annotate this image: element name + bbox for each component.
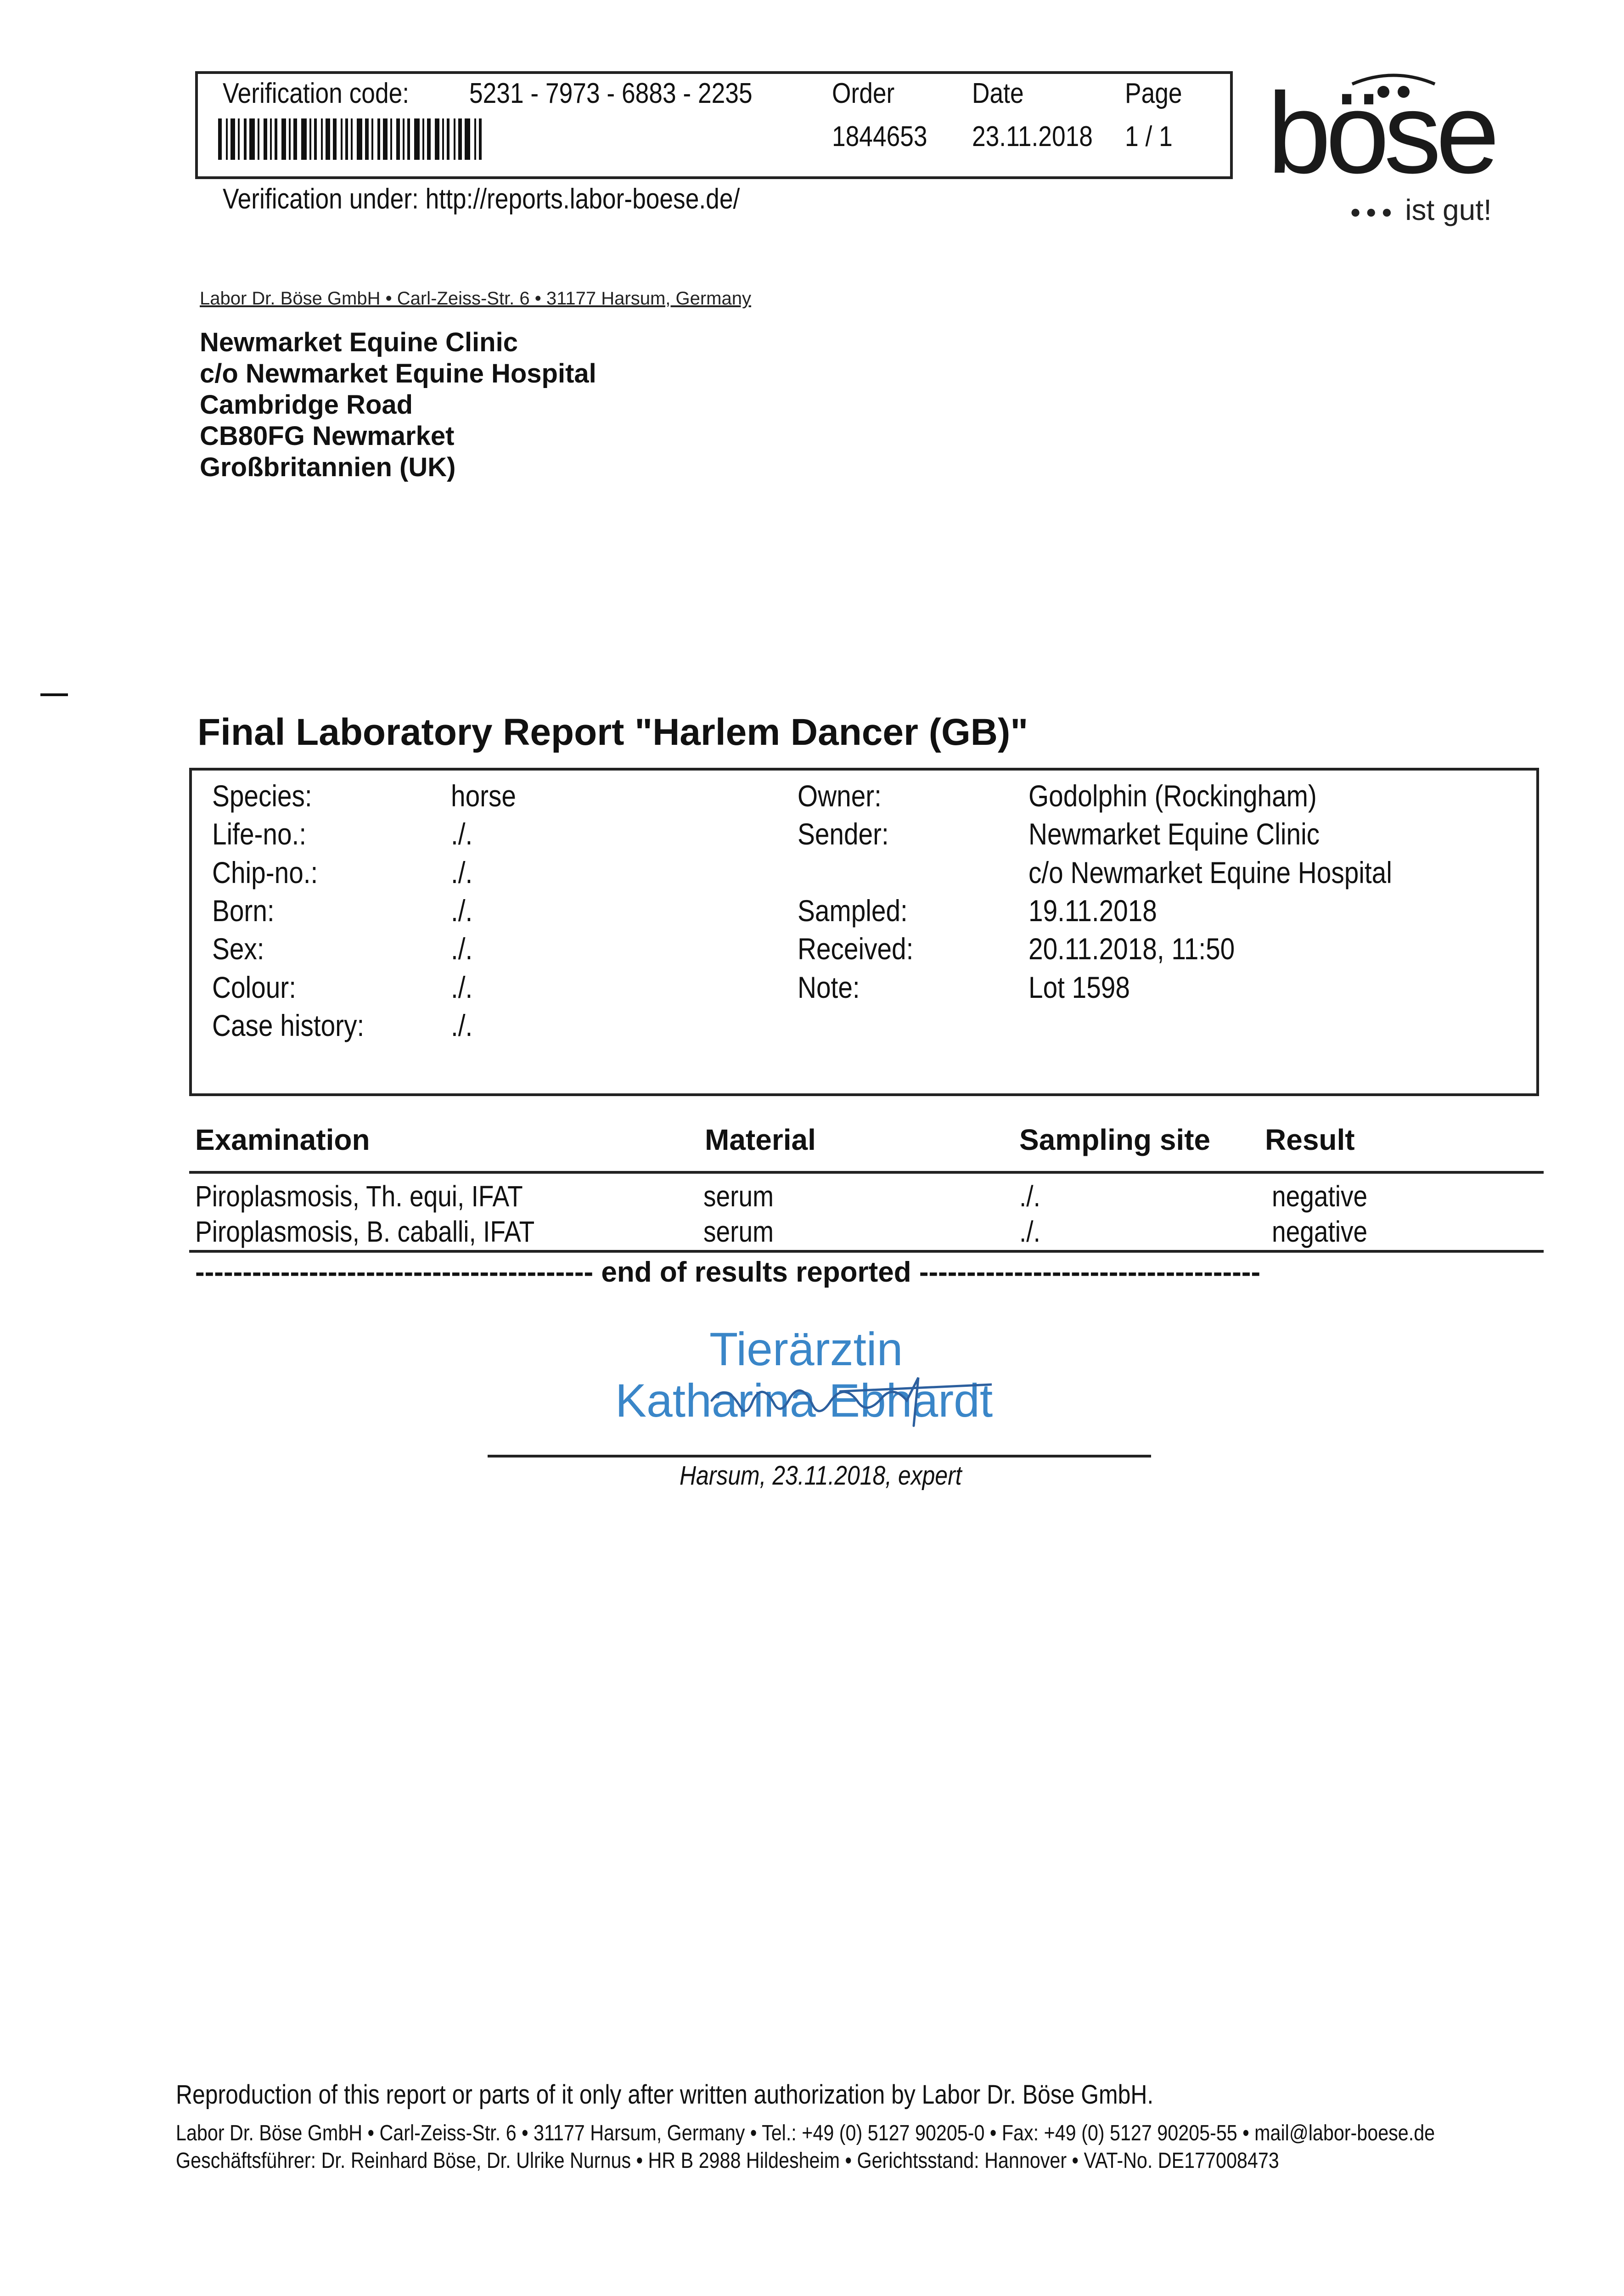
barcode-bar xyxy=(244,118,247,160)
barcode-bar xyxy=(275,118,277,160)
barcode-bar xyxy=(371,118,373,160)
report-date: 23.11.2018 xyxy=(972,121,1093,152)
tagline-dots-icon: ●●● xyxy=(1350,202,1397,222)
table-bottom-rule xyxy=(189,1250,1544,1253)
barcode-bar xyxy=(377,118,380,160)
owner-label: Owner: xyxy=(798,779,882,813)
footer-legal-info: Geschäftsführer: Dr. Reinhard Böse, Dr. Ulrike Nurnus • HR B 2988 Hildesheim • Gerichtsstand: Hannover • VAT-No. DE177008473 xyxy=(176,2149,1279,2173)
barcode-bar xyxy=(293,118,297,160)
barcode-bar xyxy=(226,118,228,160)
barcode-bar xyxy=(454,118,455,160)
barcode-bar xyxy=(407,118,410,160)
sender-value-line2: c/o Newmarket Equine Hospital xyxy=(1028,855,1392,889)
received-value: 20.11.2018, 11:50 xyxy=(1028,932,1235,966)
boese-logo xyxy=(1267,71,1543,227)
barcode-bar xyxy=(258,118,259,160)
barcode-bar xyxy=(238,118,240,160)
sampled-label: Sampled: xyxy=(798,894,908,928)
species-label: Species: xyxy=(212,779,312,813)
sex-value: ./. xyxy=(451,932,473,966)
life-no-label: Life-no.: xyxy=(212,817,307,851)
table-row-examination: Piroplasmosis, Th. equi, IFAT xyxy=(195,1180,523,1213)
signature-caption: Harsum, 23.11.2018, expert xyxy=(680,1461,962,1491)
barcode-bar xyxy=(383,118,388,160)
note-value: Lot 1598 xyxy=(1028,970,1130,1004)
barcode-bar xyxy=(351,118,353,160)
table-row-site: ./. xyxy=(1019,1180,1040,1213)
verification-url[interactable]: Verification under: http://reports.labor-boese.de/ xyxy=(223,183,740,215)
case-history-value: ./. xyxy=(451,1008,473,1042)
table-row-examination: Piroplasmosis, B. caballi, IFAT xyxy=(195,1215,535,1248)
sampled-value: 19.11.2018 xyxy=(1028,894,1157,928)
barcode-bar xyxy=(390,118,392,160)
order-label: Order xyxy=(832,78,895,109)
barcode-bar xyxy=(479,118,482,160)
table-row-result: negative xyxy=(1272,1215,1368,1248)
logo-wordmark: böse xyxy=(1267,69,1495,197)
barcode-bar xyxy=(345,118,348,160)
colour-value: ./. xyxy=(451,970,473,1004)
barcode-bar xyxy=(341,118,343,160)
sender-label: Sender: xyxy=(798,817,889,851)
recipient-line: c/o Newmarket Equine Hospital xyxy=(200,359,596,388)
barcode-bar xyxy=(414,118,420,160)
barcode-bar xyxy=(309,118,311,160)
column-header-examination: Examination xyxy=(195,1123,370,1156)
stamp-name: Katharina Ebhardt xyxy=(615,1374,993,1427)
recipient-line: Cambridge Road xyxy=(200,390,413,420)
barcode-bar xyxy=(365,118,369,160)
barcode-bar xyxy=(403,118,405,160)
report-title: Final Laboratory Report "Harlem Dancer (GB)" xyxy=(197,711,1028,753)
signature-line xyxy=(488,1455,1151,1458)
page-label: Page xyxy=(1125,78,1182,109)
case-history-label: Case history: xyxy=(212,1008,365,1042)
note-label: Note: xyxy=(798,970,860,1004)
sender-return-address: Labor Dr. Böse GmbH • Carl-Zeiss-Str. 6 • 31177 Harsum, Germany xyxy=(200,288,751,309)
chip-no-value: ./. xyxy=(451,855,473,889)
page-number: 1 / 1 xyxy=(1125,121,1173,152)
owner-value: Godolphin (Rockingham) xyxy=(1028,779,1317,813)
table-header-rule xyxy=(189,1171,1544,1174)
barcode-bar xyxy=(427,118,431,160)
barcode-bar xyxy=(357,118,362,160)
barcode-bar xyxy=(321,118,323,160)
sex-label: Sex: xyxy=(212,932,264,966)
born-label: Born: xyxy=(212,894,275,928)
barcode-bar xyxy=(249,118,255,160)
table-row-result: negative xyxy=(1272,1180,1368,1213)
colour-label: Colour: xyxy=(212,970,296,1004)
species-value: horse xyxy=(451,779,516,813)
end-of-results-line: ------------------------------------------ end of results reported ------------------------------------ xyxy=(195,1256,1261,1288)
stamp-title: Tierärztin xyxy=(709,1323,903,1375)
handwritten-signature xyxy=(643,1373,992,1433)
order-number: 1844653 xyxy=(832,121,927,152)
barcode-bar xyxy=(333,118,337,160)
reproduction-notice: Reproduction of this report or parts of it only after written authorization by Labor Dr. Böse GmbH. xyxy=(176,2080,1154,2110)
barcode-bar xyxy=(396,118,400,160)
chip-no-label: Chip-no.: xyxy=(212,855,318,889)
barcode-bar xyxy=(458,118,462,160)
barcode-bar xyxy=(422,118,424,160)
table-row-material: serum xyxy=(703,1215,774,1248)
barcode-bar xyxy=(435,118,439,160)
barcode-bar xyxy=(218,118,222,160)
barcode-bar xyxy=(465,118,470,160)
tagline-text: ist gut! xyxy=(1405,193,1492,226)
date-label: Date xyxy=(972,78,1024,109)
barcode-bar xyxy=(301,118,307,160)
received-label: Received: xyxy=(798,932,914,966)
table-row-material: serum xyxy=(703,1180,774,1213)
barcode-bar xyxy=(289,118,291,160)
table-row-site: ./. xyxy=(1019,1215,1040,1248)
recipient-line: Großbritannien (UK) xyxy=(200,452,456,482)
life-no-value: ./. xyxy=(451,817,473,851)
logo-tagline xyxy=(1350,193,1492,227)
barcode-bar xyxy=(442,118,444,160)
recipient-address xyxy=(200,327,596,483)
recipient-line: Newmarket Equine Clinic xyxy=(200,327,518,357)
column-header-sampling-site: Sampling site xyxy=(1019,1123,1211,1156)
footer-company-contact: Labor Dr. Böse GmbH • Carl-Zeiss-Str. 6 • 31177 Harsum, Germany • Tel.: +49 (0) 5127 90205-0 • Fax: +49 (0) 5127 90205-55 • mail@labor-boese.de xyxy=(176,2121,1435,2145)
recipient-line: CB80FG Newmarket xyxy=(200,421,455,451)
verification-code-value: 5231 - 7973 - 6883 - 2235 xyxy=(469,78,753,109)
sender-value-line1: Newmarket Equine Clinic xyxy=(1028,817,1320,851)
verification-code-label: Verification code: xyxy=(223,78,410,109)
born-value: ./. xyxy=(451,894,473,928)
barcode-bar xyxy=(270,118,272,160)
barcode-bar xyxy=(281,118,286,160)
barcode-bar xyxy=(474,118,476,160)
column-header-material: Material xyxy=(705,1123,816,1156)
barcode-bar xyxy=(447,118,450,160)
barcode-bar xyxy=(326,118,330,160)
vet-stamp xyxy=(615,1322,1006,1442)
fold-mark xyxy=(40,693,68,696)
barcode-bar xyxy=(264,118,267,160)
barcode-bar xyxy=(314,118,317,160)
barcode-bar xyxy=(230,118,235,160)
column-header-result: Result xyxy=(1265,1123,1355,1156)
verification-barcode xyxy=(218,118,558,160)
